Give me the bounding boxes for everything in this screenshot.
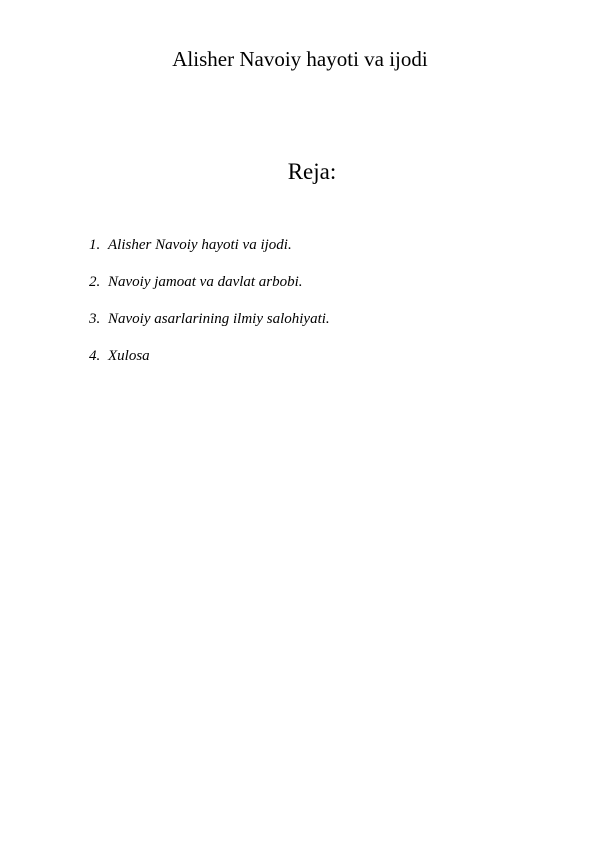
plan-item [89, 272, 330, 292]
plan-item-number: 2. [89, 274, 101, 290]
plan-item-number: 4. [89, 348, 101, 364]
plan-item [89, 235, 330, 255]
plan-item-number: 3. [89, 311, 101, 327]
plan-item-text: Navoiy jamoat va davlat arbobi. [108, 274, 303, 290]
plan-item [89, 309, 330, 329]
plan-heading: Reja: [287, 159, 337, 184]
plan-item-text: Xulosa [108, 348, 150, 364]
plan-item [89, 346, 330, 366]
document-title: Alisher Navoiy hayoti va ijodi [172, 47, 428, 71]
plan-item-text: Alisher Navoiy hayoti va ijodi. [108, 237, 292, 253]
plan-list [89, 235, 330, 383]
plan-item-number: 1. [89, 237, 101, 253]
plan-item-text: Navoiy asarlarining ilmiy salohiyati. [108, 311, 330, 327]
